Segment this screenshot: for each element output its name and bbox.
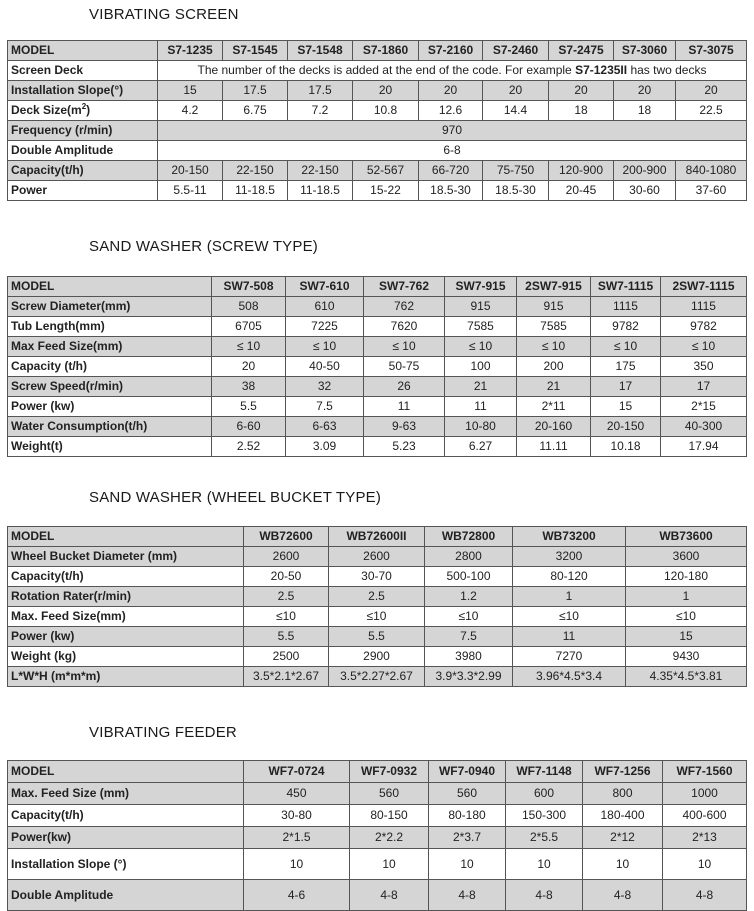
value-cell: 20-150 <box>591 417 661 437</box>
row-label: Power (kw) <box>8 397 212 417</box>
value-cell: 15-22 <box>353 181 419 201</box>
row-label: Power (kw) <box>8 627 244 647</box>
row-label: Max. Feed Size(mm) <box>8 607 244 627</box>
model-cell: S7-3075 <box>676 41 747 61</box>
table-row <box>8 397 747 417</box>
value-cell: 7225 <box>286 317 364 337</box>
value-cell: 20-45 <box>549 181 614 201</box>
vibrating-screen-table <box>7 40 747 201</box>
value-cell: 15 <box>158 81 223 101</box>
row-label: Installation Slope(°) <box>8 81 158 101</box>
value-cell: 3.5*2.1*2.67 <box>244 667 329 687</box>
value-cell: 30-80 <box>244 805 350 827</box>
value-cell: 3600 <box>626 547 747 567</box>
vibrating-feeder-table <box>7 760 747 911</box>
value-cell: 4-8 <box>350 880 429 911</box>
value-cell: 80-180 <box>429 805 506 827</box>
value-cell: 6.75 <box>223 101 288 121</box>
model-cell: WF7-0932 <box>350 761 429 783</box>
model-cell: S7-2160 <box>419 41 483 61</box>
value-cell: 3.09 <box>286 437 364 457</box>
value-cell: 7.5 <box>286 397 364 417</box>
model-cell: WF7-1560 <box>663 761 747 783</box>
value-cell: 2*1.5 <box>244 827 350 849</box>
value-cell: 10.18 <box>591 437 661 457</box>
value-cell: 12.6 <box>419 101 483 121</box>
row-label: Power <box>8 181 158 201</box>
value-cell: 20 <box>614 81 676 101</box>
value-cell: 20-160 <box>517 417 591 437</box>
value-cell: 3980 <box>425 647 513 667</box>
value-cell: 2500 <box>244 647 329 667</box>
row-label: Screw Diameter(mm) <box>8 297 212 317</box>
row-label: Double Amplitude <box>8 880 244 911</box>
sand-washer-screw-table <box>7 276 747 457</box>
value-cell: 40-50 <box>286 357 364 377</box>
value-cell: 20 <box>549 81 614 101</box>
value-cell: 40-300 <box>661 417 747 437</box>
value-cell: 7.5 <box>425 627 513 647</box>
value-cell: 840-1080 <box>676 161 747 181</box>
value-cell: 450 <box>244 783 350 805</box>
table-row <box>8 141 747 161</box>
value-cell: 20-50 <box>244 567 329 587</box>
row-label: Capacity(t/h) <box>8 805 244 827</box>
value-cell: 26 <box>364 377 445 397</box>
table-row <box>8 297 747 317</box>
model-cell: WB72800 <box>425 527 513 547</box>
value-cell: 500-100 <box>425 567 513 587</box>
sand-washer-wheel-title: SAND WASHER (WHEEL BUCKET TYPE) <box>89 489 382 506</box>
model-cell: S7-1548 <box>288 41 353 61</box>
value-cell: 20 <box>483 81 549 101</box>
value-cell: ≤ 10 <box>212 337 286 357</box>
table-row <box>8 277 747 297</box>
value-cell: 200-900 <box>614 161 676 181</box>
value-cell: 20 <box>419 81 483 101</box>
value-cell: 180-400 <box>583 805 663 827</box>
note-text: The number of the decks is added at the end of the code. For example <box>197 63 576 77</box>
label-text: ) <box>86 103 91 117</box>
value-cell: 200 <box>517 357 591 377</box>
value-cell: 7585 <box>517 317 591 337</box>
value-cell: 6-60 <box>212 417 286 437</box>
value-cell: 22.5 <box>676 101 747 121</box>
value-cell: ≤ 10 <box>661 337 747 357</box>
value-cell: ≤ 10 <box>517 337 591 357</box>
value-cell: 17 <box>591 377 661 397</box>
value-cell: 11-18.5 <box>288 181 353 201</box>
value-cell: 80-120 <box>513 567 626 587</box>
value-cell: 20 <box>212 357 286 377</box>
value-cell: 4-8 <box>429 880 506 911</box>
model-cell: WF7-1256 <box>583 761 663 783</box>
value-cell: 5.5 <box>212 397 286 417</box>
value-cell: 4-8 <box>583 880 663 911</box>
model-cell: WB72600II <box>329 527 425 547</box>
row-label: Capacity(t/h) <box>8 567 244 587</box>
value-cell: 5.5 <box>329 627 425 647</box>
label-text: Deck Size(m <box>11 103 82 117</box>
table-row <box>8 161 747 181</box>
value-cell: 11-18.5 <box>223 181 288 201</box>
table-row <box>8 587 747 607</box>
table-row <box>8 627 747 647</box>
row-label: Double Amplitude <box>8 141 158 161</box>
model-cell: S7-1860 <box>353 41 419 61</box>
row-label: Weight (kg) <box>8 647 244 667</box>
value-cell: 560 <box>350 783 429 805</box>
table-row <box>8 337 747 357</box>
value-cell: 4.35*4.5*3.81 <box>626 667 747 687</box>
value-cell: 1.2 <box>425 587 513 607</box>
value-cell: 21 <box>517 377 591 397</box>
value-cell: 4-8 <box>663 880 747 911</box>
value-cell: 800 <box>583 783 663 805</box>
model-cell: S7-2475 <box>549 41 614 61</box>
row-label: Tub Length(mm) <box>8 317 212 337</box>
value-cell: 2600 <box>244 547 329 567</box>
value-cell: 20-150 <box>158 161 223 181</box>
row-label: Max Feed Size(mm) <box>8 337 212 357</box>
table-row <box>8 607 747 627</box>
model-cell: 2SW7-915 <box>517 277 591 297</box>
value-cell: 2900 <box>329 647 425 667</box>
value-cell: 2600 <box>329 547 425 567</box>
value-cell: 5.5 <box>244 627 329 647</box>
value-cell: 150-300 <box>506 805 583 827</box>
value-cell: 560 <box>429 783 506 805</box>
value-cell: 2*13 <box>663 827 747 849</box>
value-cell: 11 <box>513 627 626 647</box>
value-cell: 75-750 <box>483 161 549 181</box>
model-cell: S7-1235 <box>158 41 223 61</box>
table-row <box>8 181 747 201</box>
model-header: MODEL <box>8 41 158 61</box>
model-cell: SW7-610 <box>286 277 364 297</box>
model-cell: 2SW7-1115 <box>661 277 747 297</box>
value-cell: 18.5-30 <box>419 181 483 201</box>
value-cell: 762 <box>364 297 445 317</box>
table-row <box>8 647 747 667</box>
value-cell: 20 <box>353 81 419 101</box>
table-row <box>8 849 747 880</box>
table-row <box>8 437 747 457</box>
value-cell: 11.11 <box>517 437 591 457</box>
value-cell: ≤10 <box>425 607 513 627</box>
screen-deck-note <box>158 61 747 81</box>
table-row <box>8 547 747 567</box>
row-label: Rotation Rater(r/min) <box>8 587 244 607</box>
value-cell: 17.5 <box>223 81 288 101</box>
value-cell: 1 <box>513 587 626 607</box>
value-cell: 2*2.2 <box>350 827 429 849</box>
value-cell: 10 <box>583 849 663 880</box>
value-cell: 37-60 <box>676 181 747 201</box>
value-cell: 6-63 <box>286 417 364 437</box>
value-cell: 9-63 <box>364 417 445 437</box>
value-cell: ≤ 10 <box>364 337 445 357</box>
value-cell: 15 <box>626 627 747 647</box>
sand-washer-wheel-table <box>7 526 747 687</box>
table-row <box>8 417 747 437</box>
value-cell: 32 <box>286 377 364 397</box>
value-cell: 2.52 <box>212 437 286 457</box>
value-cell: 610 <box>286 297 364 317</box>
value-cell: 1 <box>626 587 747 607</box>
value-cell: 7.2 <box>288 101 353 121</box>
value-cell: 17.5 <box>288 81 353 101</box>
table-row <box>8 880 747 911</box>
value-cell: 2800 <box>425 547 513 567</box>
row-label: L*W*H (m*m*m) <box>8 667 244 687</box>
value-cell: 100 <box>445 357 517 377</box>
value-cell: 3.5*2.27*2.67 <box>329 667 425 687</box>
value-cell: 2*12 <box>583 827 663 849</box>
model-cell: WB73200 <box>513 527 626 547</box>
table-row <box>8 357 747 377</box>
value-cell: 5.5-11 <box>158 181 223 201</box>
value-cell: 2*5.5 <box>506 827 583 849</box>
model-cell: WF7-1148 <box>506 761 583 783</box>
row-label: Screen Deck <box>8 61 158 81</box>
table-row <box>8 317 747 337</box>
value-cell: 970 <box>158 121 747 141</box>
value-cell: ≤ 10 <box>591 337 661 357</box>
value-cell: 2*15 <box>661 397 747 417</box>
value-cell: 22-150 <box>288 161 353 181</box>
value-cell: 2*11 <box>517 397 591 417</box>
value-cell: 11 <box>445 397 517 417</box>
value-cell: 2*3.7 <box>429 827 506 849</box>
table-row <box>8 41 747 61</box>
value-cell: 915 <box>517 297 591 317</box>
value-cell: 1115 <box>661 297 747 317</box>
value-cell: 10.8 <box>353 101 419 121</box>
note-text: has two decks <box>627 63 707 77</box>
row-label: Power(kw) <box>8 827 244 849</box>
row-label: Frequency (r/min) <box>8 121 158 141</box>
value-cell: 22-150 <box>223 161 288 181</box>
value-cell: 10-80 <box>445 417 517 437</box>
value-cell: 10 <box>663 849 747 880</box>
value-cell: 80-150 <box>350 805 429 827</box>
row-label: Weight(t) <box>8 437 212 457</box>
value-cell: 508 <box>212 297 286 317</box>
table-row <box>8 761 747 783</box>
model-cell: WB72600 <box>244 527 329 547</box>
value-cell: 6-8 <box>158 141 747 161</box>
value-cell: 30-60 <box>614 181 676 201</box>
value-cell: 20 <box>676 81 747 101</box>
value-cell: 50-75 <box>364 357 445 377</box>
model-header: MODEL <box>8 527 244 547</box>
value-cell: 350 <box>661 357 747 377</box>
row-label: Capacity (t/h) <box>8 357 212 377</box>
value-cell: 3200 <box>513 547 626 567</box>
model-cell: SW7-762 <box>364 277 445 297</box>
row-label: Wheel Bucket Diameter (mm) <box>8 547 244 567</box>
value-cell: 18 <box>614 101 676 121</box>
vibrating-feeder-title: VIBRATING FEEDER <box>89 724 237 741</box>
row-label: Water Consumption(t/h) <box>8 417 212 437</box>
table-row <box>8 61 747 81</box>
value-cell: 38 <box>212 377 286 397</box>
value-cell: 4-6 <box>244 880 350 911</box>
sand-washer-screw-title: SAND WASHER (SCREW TYPE) <box>89 238 318 255</box>
value-cell: ≤ 10 <box>445 337 517 357</box>
row-label: Screw Speed(r/min) <box>8 377 212 397</box>
model-cell: SW7-915 <box>445 277 517 297</box>
model-cell: SW7-1115 <box>591 277 661 297</box>
value-cell: 21 <box>445 377 517 397</box>
row-label: Max. Feed Size (mm) <box>8 783 244 805</box>
value-cell: 4.2 <box>158 101 223 121</box>
value-cell: 915 <box>445 297 517 317</box>
value-cell: ≤10 <box>244 607 329 627</box>
value-cell: 1115 <box>591 297 661 317</box>
value-cell: 10 <box>350 849 429 880</box>
model-cell: WF7-0940 <box>429 761 506 783</box>
value-cell: 3.96*4.5*3.4 <box>513 667 626 687</box>
model-cell: WF7-0724 <box>244 761 350 783</box>
value-cell: 6.27 <box>445 437 517 457</box>
table-row <box>8 121 747 141</box>
note-code: S7-1235II <box>575 63 628 77</box>
value-cell: 18.5-30 <box>483 181 549 201</box>
value-cell: 2.5 <box>244 587 329 607</box>
value-cell: 9782 <box>661 317 747 337</box>
table-row <box>8 81 747 101</box>
vibrating-screen-title: VIBRATING SCREEN <box>89 6 239 23</box>
value-cell: 10 <box>429 849 506 880</box>
table-row <box>8 527 747 547</box>
row-label: Capacity(t/h) <box>8 161 158 181</box>
value-cell: 52-567 <box>353 161 419 181</box>
table-row <box>8 567 747 587</box>
model-cell: WB73600 <box>626 527 747 547</box>
value-cell: 2.5 <box>329 587 425 607</box>
value-cell: ≤ 10 <box>286 337 364 357</box>
value-cell: 600 <box>506 783 583 805</box>
value-cell: 15 <box>591 397 661 417</box>
table-row <box>8 805 747 827</box>
value-cell: 17.94 <box>661 437 747 457</box>
model-header: MODEL <box>8 761 244 783</box>
table-row <box>8 101 747 121</box>
value-cell: ≤10 <box>329 607 425 627</box>
value-cell: 4-8 <box>506 880 583 911</box>
table-row <box>8 783 747 805</box>
model-header: MODEL <box>8 277 212 297</box>
label-sup: 2 <box>81 102 87 111</box>
table-row <box>8 827 747 849</box>
value-cell: 10 <box>244 849 350 880</box>
value-cell: ≤10 <box>626 607 747 627</box>
value-cell: 7585 <box>445 317 517 337</box>
value-cell: 5.23 <box>364 437 445 457</box>
value-cell: 9430 <box>626 647 747 667</box>
value-cell: 9782 <box>591 317 661 337</box>
value-cell: 120-180 <box>626 567 747 587</box>
model-cell: S7-3060 <box>614 41 676 61</box>
value-cell: 11 <box>364 397 445 417</box>
table-row <box>8 667 747 687</box>
value-cell: 7270 <box>513 647 626 667</box>
model-cell: SW7-508 <box>212 277 286 297</box>
value-cell: 1000 <box>663 783 747 805</box>
value-cell: 3.9*3.3*2.99 <box>425 667 513 687</box>
row-label <box>8 101 158 121</box>
value-cell: 120-900 <box>549 161 614 181</box>
value-cell: 18 <box>549 101 614 121</box>
model-cell: S7-1545 <box>223 41 288 61</box>
value-cell: 6705 <box>212 317 286 337</box>
value-cell: 400-600 <box>663 805 747 827</box>
value-cell: 66-720 <box>419 161 483 181</box>
row-label: Installation Slope (°) <box>8 849 244 880</box>
value-cell: 17 <box>661 377 747 397</box>
value-cell: 175 <box>591 357 661 377</box>
value-cell: 30-70 <box>329 567 425 587</box>
model-cell: S7-2460 <box>483 41 549 61</box>
table-row <box>8 377 747 397</box>
value-cell: 7620 <box>364 317 445 337</box>
value-cell: 10 <box>506 849 583 880</box>
value-cell: ≤10 <box>513 607 626 627</box>
value-cell: 14.4 <box>483 101 549 121</box>
